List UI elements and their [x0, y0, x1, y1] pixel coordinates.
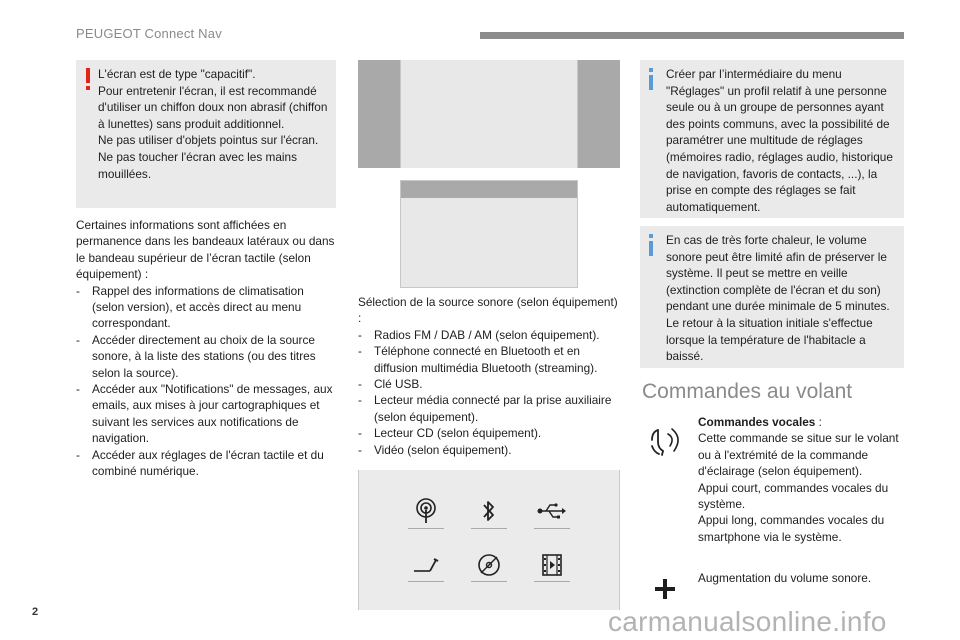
- command-line: Cette commande se situe sur le volant ou à l'extrémité de la commande d'éclairage (selon équipement).: [698, 431, 899, 479]
- info-box-profiles: [640, 60, 904, 218]
- document-header: PEUGEOT Connect Nav: [76, 26, 222, 41]
- list-item: - Lecteur média connecté par la prise auxiliaire (selon équipement).: [358, 393, 612, 424]
- command-line: Appui court, commandes vocales du système.: [698, 480, 889, 512]
- icon-divider: [471, 581, 507, 582]
- video-icon: [535, 550, 569, 580]
- plus-icon: [654, 578, 676, 605]
- icon-divider: [408, 528, 444, 529]
- sound-source-intro: Sélection de la source sonore (selon équipement) :: [358, 295, 618, 326]
- bluetooth-icon: [472, 496, 506, 526]
- list-item: - Vidéo (selon équipement).: [358, 442, 512, 457]
- radio-icon: [409, 496, 443, 526]
- list-item: - Radios FM / DAB / AM (selon équipement).: [358, 327, 600, 342]
- screen-illustration-main: [358, 60, 620, 168]
- page-number: 2: [32, 606, 39, 618]
- permanent-info-intro: Certaines informations sont affichées en permanence dans les bandeaux latéraux ou dans le bandeau supérieur de l’écran tactile (selon équipement) :: [76, 218, 335, 282]
- icon-divider: [534, 581, 570, 582]
- info-text: Créer par l’intermédiaire du menu "Réglages" un profil relatif à une personne seule ou à un groupe de personnes ayant des points communs, avec la possibilité de paramétrer une multitude de réglages (mémoires radio, réglages audio, historique de navigation, favoris de contacts, ...), la prise en compte des réglages se fait automatiquement.: [666, 67, 893, 214]
- sound-source-list: [358, 327, 620, 458]
- warning-line: Ne pas toucher l'écran avec les mains mouillées.: [98, 149, 297, 181]
- permanent-info-list: [76, 283, 338, 480]
- screen-display-area: [400, 60, 578, 168]
- list-item: - Téléphone connecté en Bluetooth et en diffusion multimédia Bluetooth (streaming).: [358, 344, 598, 375]
- warning-text: [98, 66, 334, 182]
- volume-up-description: Augmentation du volume sonore.: [698, 571, 872, 585]
- list-item: - Rappel des informations de climatisation (selon version), et accès direct au menu correspondant.: [76, 283, 304, 331]
- info-box-heat: [640, 226, 904, 368]
- list-item: - Accéder directement au choix de la source sonore, à la liste des stations (ou des titres selon la source).: [76, 332, 316, 380]
- list-item: - Lecteur CD (selon équipement).: [358, 426, 542, 441]
- voice-command-description: [698, 414, 908, 545]
- watermark: carmanualsonline.info: [608, 606, 887, 637]
- section-title: Commandes au volant: [642, 380, 853, 403]
- cd-icon: [472, 550, 506, 580]
- permanent-info-section: [76, 217, 338, 480]
- source-icons-panel: [358, 470, 620, 610]
- info-icon: [649, 68, 653, 90]
- usb-icon: [535, 496, 569, 526]
- header-rule: [480, 32, 904, 39]
- warning-line: Ne pas utiliser d'objets pointus sur l'écran.: [98, 133, 319, 148]
- list-item: - Clé USB.: [358, 377, 423, 392]
- icon-divider: [471, 528, 507, 529]
- warning-line: L'écran est de type "capacitif".: [98, 67, 256, 81]
- icon-divider: [408, 581, 444, 582]
- screen-illustration-source: [400, 180, 578, 288]
- info-icon: [649, 234, 653, 256]
- warning-line: Pour entretenir l'écran, il est recommandé d'utiliser un chiffon doux non abrasif (chiffon à lunettes) sans produit additionnel.: [98, 83, 328, 131]
- warning-icon: [86, 68, 90, 90]
- aux-jack-icon: [409, 550, 443, 580]
- voice-command-icon: [648, 424, 684, 463]
- voice-command-heading: Commandes vocales :: [698, 415, 822, 429]
- warning-box: [76, 60, 336, 208]
- command-line: Appui long, commandes vocales du smartphone via le système.: [698, 513, 885, 544]
- screen-top-bar: [401, 181, 577, 198]
- icon-divider: [534, 528, 570, 529]
- list-item: - Accéder aux réglages de l'écran tactile et du combiné numérique.: [76, 447, 324, 479]
- info-text: En cas de très forte chaleur, le volume sonore peut être limité afin de préserver le système. Il peut se mettre en veille (extinction complète de l'écran et du son) pendant une durée minimale de 5 minutes. Le retour à la situation initiale s'effectue lorsque la température de l'habitacle a baissé.: [666, 233, 890, 364]
- list-item: - Accéder aux "Notifications" de messages, aux emails, aux mises à jour cartographiques et suivant les services aux notifications de navigation.: [76, 382, 333, 446]
- sound-source-section: [358, 294, 620, 458]
